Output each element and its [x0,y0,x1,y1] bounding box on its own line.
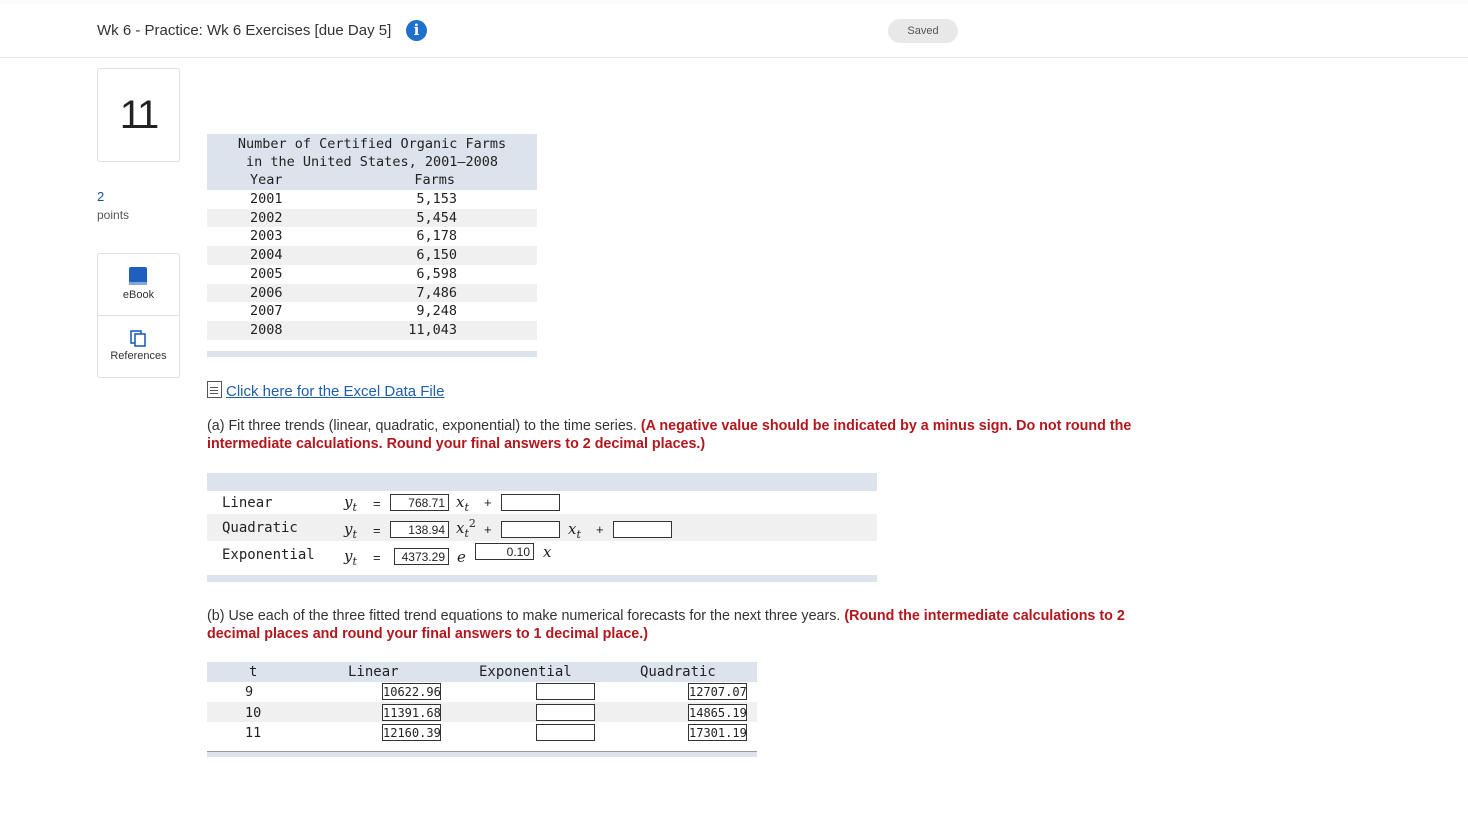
equals-sign: = [373,550,381,565]
ebook-icon[interactable] [129,267,147,285]
fit-table-footer [207,575,877,582]
excel-data-link[interactable]: Click here for the Excel Data File [226,383,445,400]
xt-symbol: $x_t$ [568,520,581,541]
table-row [207,246,537,265]
linear-forecast-input[interactable]: 12160.39 [383,726,441,740]
year-cell: 2001 [250,190,283,207]
exponential-forecast-input[interactable] [536,683,595,700]
references-icon[interactable] [129,329,147,347]
linear-column-header: Linear [348,664,399,680]
farms-cell: 11,043 [408,322,457,338]
question-number-card [97,68,180,162]
points-label: points [97,208,130,222]
quadratic-forecast-input[interactable]: 12707.07 [689,685,747,699]
references-link[interactable]: References [110,350,167,362]
assignment-header [0,4,1468,58]
plus-sign: + [484,495,492,510]
table-row [207,190,537,209]
exponential-forecast-input[interactable] [536,704,595,721]
year-cell: 2002 [250,209,283,226]
farms-cell: 6,150 [416,247,457,263]
assignment-title: Wk 6 - Practice: Wk 6 Exercises [due Day 5] [97,22,392,39]
farms-cell: 5,454 [416,209,457,226]
yt-symbol: $y_t$ [344,547,357,568]
year-column-header: Year [250,172,283,188]
linear-forecast-input[interactable]: 11391.68 [383,706,441,720]
part-b-text: (b) Use each of the three fitted trend equations to make numerical forecasts for the next three years. [207,608,841,624]
table-row [207,284,537,303]
linear-forecast-input[interactable]: 10622.96 [383,685,441,699]
exponential-coefficient-input[interactable]: 4373.29 [394,548,449,565]
question-number: 11 [119,93,158,137]
part-b-instructions [207,607,1137,643]
plus-sign: + [596,522,604,537]
table-row [207,227,537,246]
farms-cell: 7,486 [416,284,457,301]
farms-table-title-line2: in the United States, 2001–2008 [246,154,498,170]
e-symbol: e [457,548,466,566]
quadratic-column-header: Quadratic [640,664,716,680]
farms-table-footer [207,351,537,357]
farms-table-header [207,134,537,190]
exponential-rate-input[interactable]: 0.10 [475,543,534,560]
year-cell: 2006 [250,284,283,301]
farms-cell: 9,248 [416,303,457,320]
exponential-label: Exponential [222,547,315,563]
x-symbol: x [543,543,552,561]
forecast-alt-row [207,702,757,722]
table-row [207,321,537,340]
year-cell: 2003 [250,228,283,245]
table-row [207,209,537,228]
table-row [207,302,537,321]
farms-cell: 5,153 [416,190,457,207]
part-a-instructions [207,417,1137,453]
plus-sign: + [484,522,492,537]
t-cell: 10 [245,705,262,721]
t-cell: 11 [245,725,262,741]
quadratic-forecast-input[interactable]: 17301.19 [689,726,747,740]
exponential-forecast-input[interactable] [536,724,595,741]
ebook-link[interactable]: eBook [122,289,155,301]
equals-sign: = [373,523,381,538]
farms-column-header: Farms [414,172,455,188]
info-icon[interactable]: i [406,20,427,41]
year-cell: 2008 [250,322,283,338]
forecast-table-footer [207,751,757,757]
equals-sign: = [373,496,381,511]
linear-intercept-input[interactable] [501,494,560,511]
excel-link-row [207,381,444,400]
part-b-emphasis: (Round the intermediate calculations to 2 decimal places and round your final answers to 1 decimal place.) [207,608,1125,642]
linear-slope-input[interactable]: 768.71 [390,494,449,511]
organic-farms-table [207,134,537,357]
quadratic-forecast-input[interactable]: 14865.19 [689,706,747,720]
resources-panel [97,253,180,378]
resources-divider [98,315,179,316]
t-cell: 9 [245,684,254,700]
xt-symbol: $x_t$ [456,493,469,514]
farms-column-headers [207,171,537,190]
table-row [207,265,537,284]
year-cell: 2004 [250,247,283,263]
farms-cell: 6,178 [416,228,457,245]
quadratic-a-input[interactable]: 138.94 [390,521,449,538]
fit-table-header-band [207,473,877,491]
part-a-text: (a) Fit three trends (linear, quadratic, exponential) to the time series. [207,418,637,434]
part-a-emphasis: (A negative value should be indicated by a minus sign. Do not round the intermediate calculations. Round your final answers to 2 decimal places.) [207,418,1132,452]
farms-cell: 6,598 [416,265,457,282]
yt-symbol: $y_t$ [344,493,357,514]
quadratic-c-input[interactable] [613,521,672,538]
linear-label: Linear [222,495,273,511]
t-column-header: t [249,664,258,680]
xt-squared-symbol: $x_t^2$ [456,517,476,540]
quadratic-b-input[interactable] [501,521,560,538]
trend-fit-table [207,473,877,583]
exponential-column-header: Exponential [479,664,572,680]
year-cell: 2007 [250,303,283,320]
excel-file-icon[interactable] [207,381,222,398]
saved-status-badge: Saved [888,19,958,43]
points-value: 2 [97,189,105,204]
farms-table-title-line1: Number of Certified Organic Farms [237,136,507,152]
year-cell: 2005 [250,265,283,282]
yt-symbol: $y_t$ [344,520,357,541]
quadratic-label: Quadratic [222,520,298,536]
